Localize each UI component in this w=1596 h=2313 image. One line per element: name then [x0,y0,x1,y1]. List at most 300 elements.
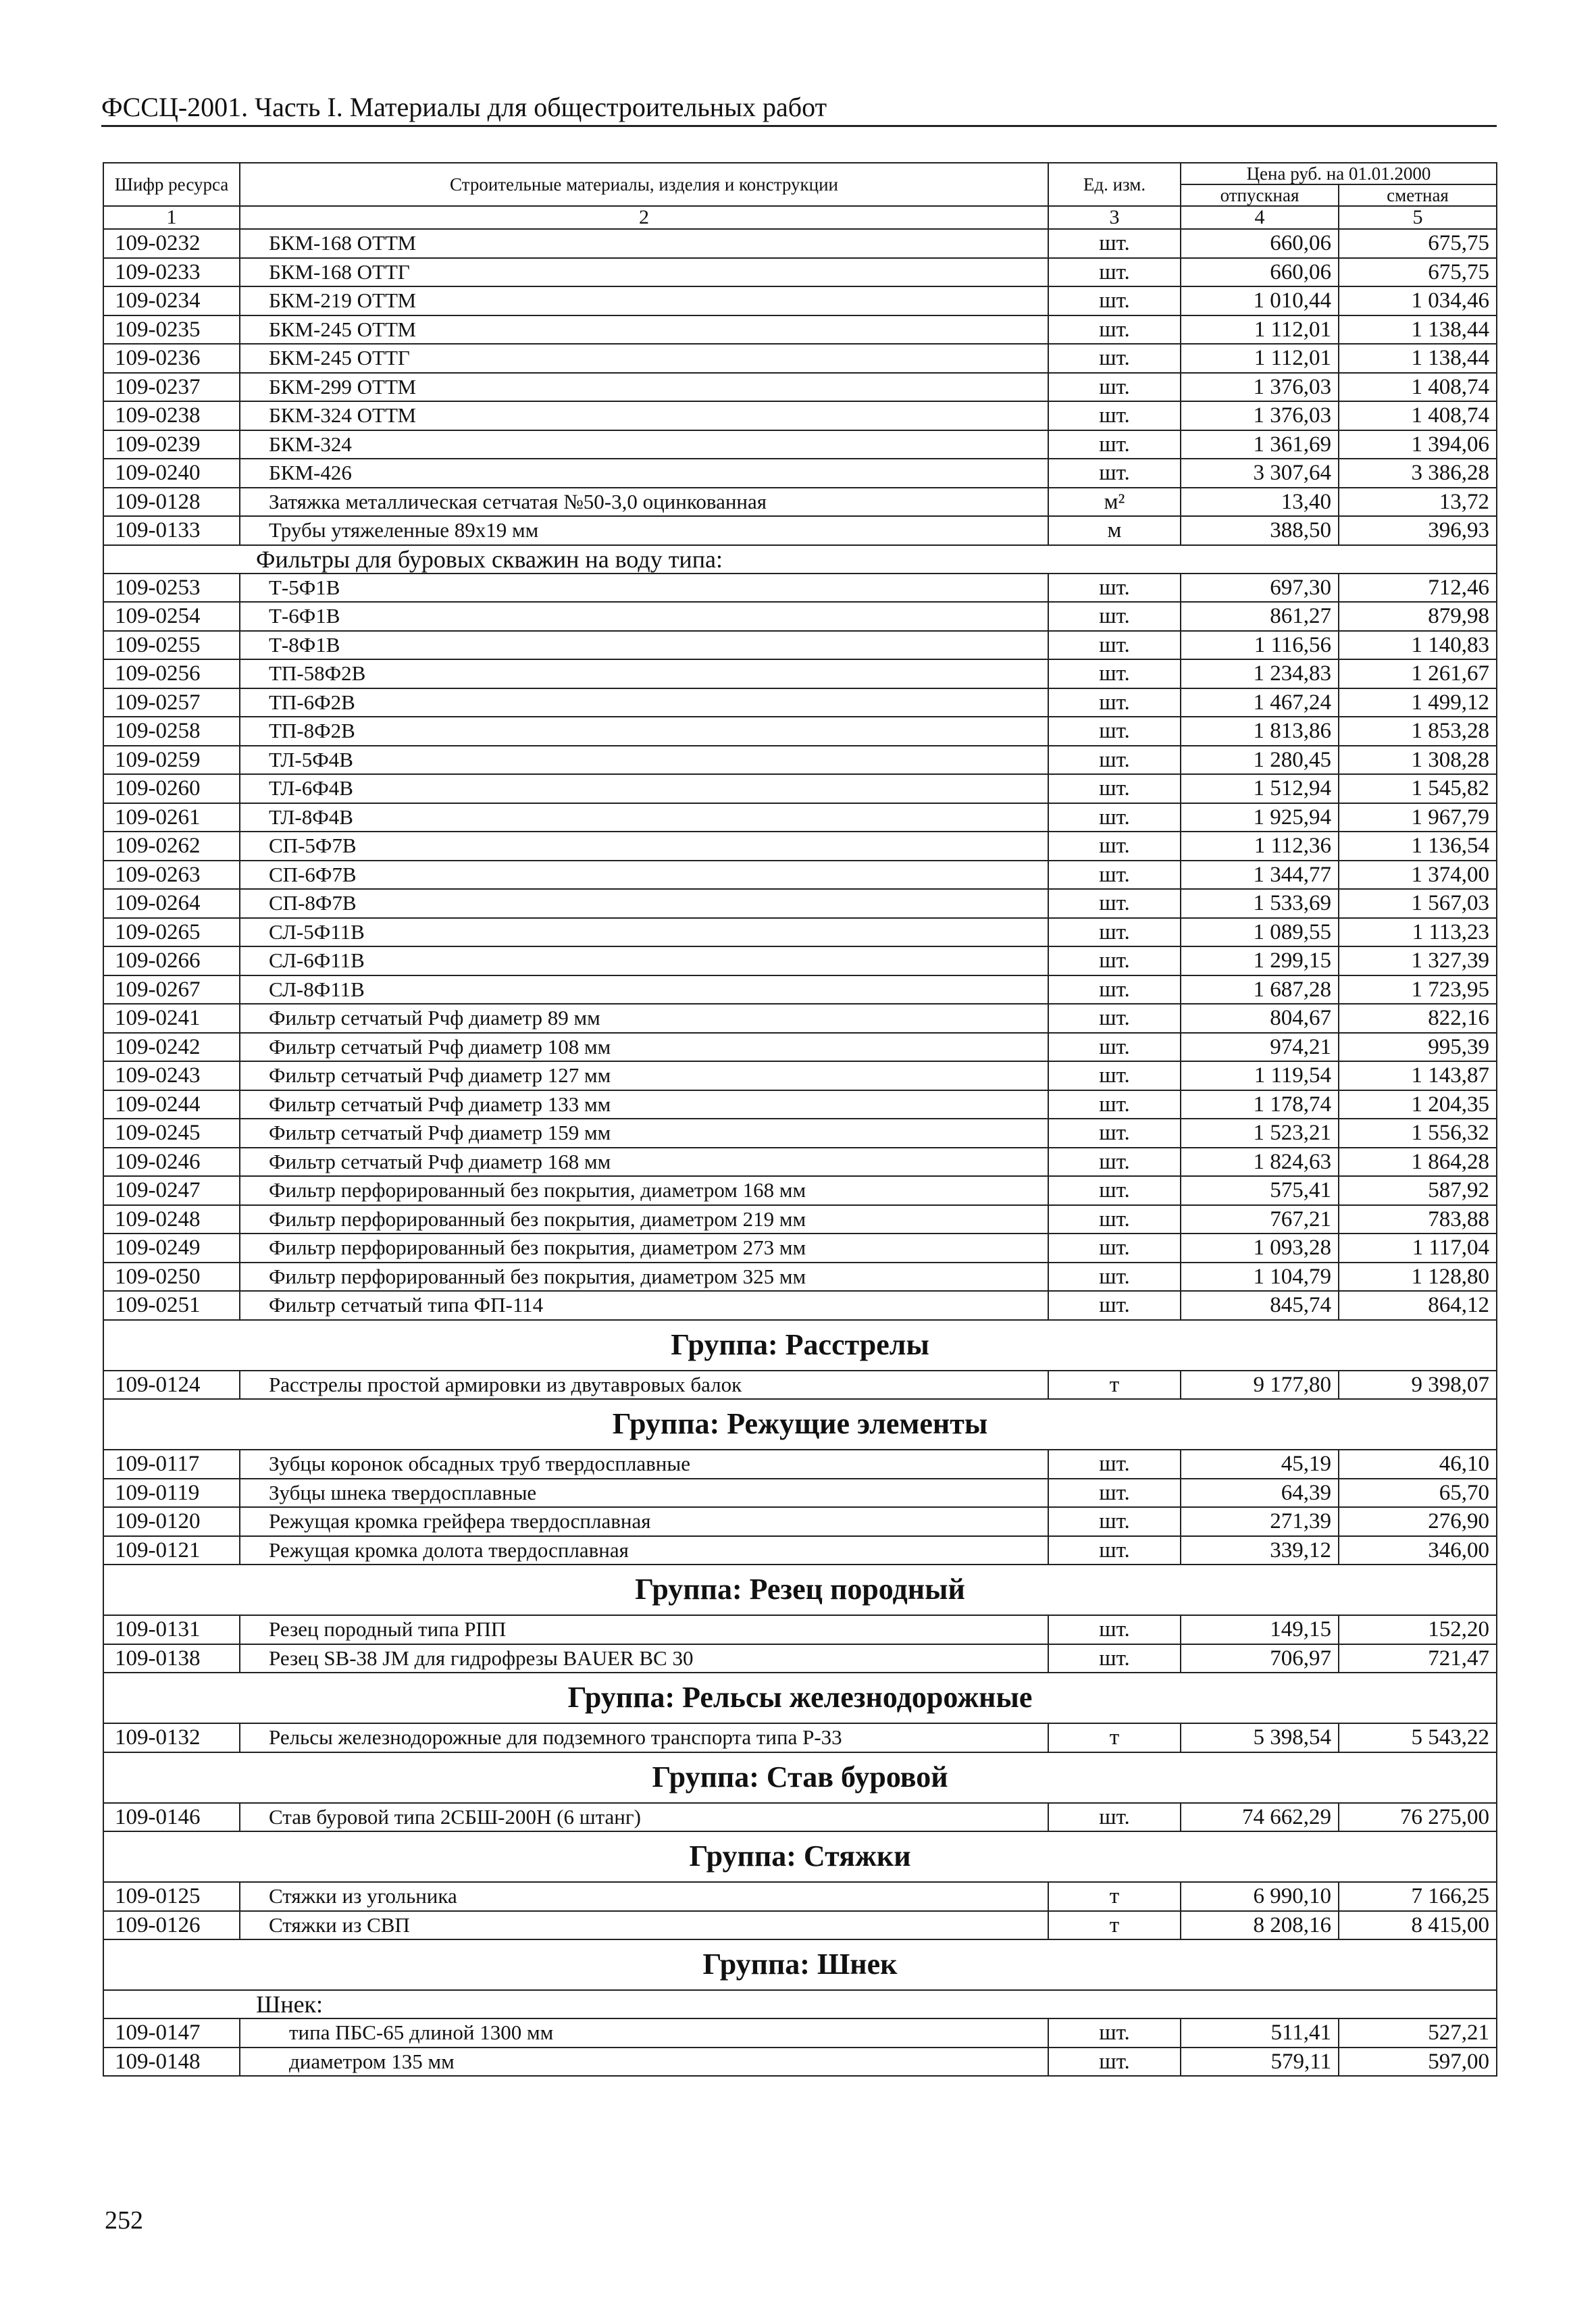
unit-cell: шт. [1048,459,1181,488]
resource-code-cell: 109-0265 [103,918,240,947]
unit-cell: шт. [1048,602,1181,631]
unit-cell: т [1048,1723,1181,1752]
material-name-cell: ТЛ-6Ф4В [240,774,1048,803]
material-name-cell: ТП-6Ф2В [240,688,1048,717]
estimate-price-cell: 1 138,44 [1339,315,1497,345]
release-price-cell: 1 813,86 [1181,717,1339,746]
group-title: Группа: Резец породный [103,1565,1497,1615]
release-price-cell: 1 361,69 [1181,430,1339,459]
group-title: Группа: Шнек [103,1939,1497,1990]
section-title: Шнек: [103,1990,1497,2018]
table-row [103,1119,1497,1148]
estimate-price-cell: 65,70 [1339,1479,1497,1508]
release-price-cell: 64,39 [1181,1479,1339,1508]
unit-cell: шт. [1048,889,1181,918]
estimate-price-cell: 675,75 [1339,258,1497,287]
resource-code-cell: 109-0264 [103,889,240,918]
table-row [103,401,1497,430]
estimate-price-cell: 783,88 [1339,1205,1497,1234]
unit-cell: шт. [1048,1291,1181,1320]
unit-cell: шт. [1048,1644,1181,1673]
estimate-price-cell: 1 723,95 [1339,975,1497,1005]
material-name-cell: СЛ-8Ф11В [240,975,1048,1005]
material-name-cell: ТЛ-8Ф4В [240,803,1048,832]
resource-code-cell: 109-0266 [103,946,240,975]
unit-cell: шт. [1048,832,1181,861]
estimate-price-cell: 1 138,44 [1339,344,1497,373]
group-header-row [103,1399,1497,1450]
table-row [103,488,1497,517]
release-price-cell: 45,19 [1181,1450,1339,1479]
estimate-price-cell: 879,98 [1339,602,1497,631]
table-row [103,602,1497,631]
estimate-price-cell: 396,93 [1339,516,1497,545]
material-name-cell: Зубцы коронок обсадных труб твердосплавные [240,1450,1048,1479]
material-name-cell: Стяжки из угольника [240,1882,1048,1911]
resource-code-cell: 109-0126 [103,1911,240,1940]
material-name-cell: БКМ-168 ОТТГ [240,258,1048,287]
unit-cell: шт. [1048,803,1181,832]
resource-code-cell: 109-0253 [103,574,240,603]
column-number: 3 [1048,206,1181,229]
table-row [103,258,1497,287]
estimate-price-cell: 1 117,04 [1339,1234,1497,1263]
resource-code-cell: 109-0245 [103,1119,240,1148]
release-price-cell: 1 376,03 [1181,401,1339,430]
material-name-cell: БКМ-168 ОТТМ [240,229,1048,258]
resource-code-cell: 109-0147 [103,2018,240,2048]
material-name-cell: СЛ-5Ф11В [240,918,1048,947]
table-row [103,1205,1497,1234]
material-name-cell: БКМ-245 ОТТГ [240,344,1048,373]
release-price-cell: 511,41 [1181,2018,1339,2048]
release-price-cell: 660,06 [1181,229,1339,258]
unit-cell: м [1048,516,1181,545]
release-price-cell: 8 208,16 [1181,1911,1339,1940]
resource-code-cell: 109-0243 [103,1061,240,1090]
header-estimate-price: сметная [1339,184,1497,206]
material-name-cell: ТП-8Ф2В [240,717,1048,746]
estimate-price-cell: 346,00 [1339,1536,1497,1565]
release-price-cell: 1 376,03 [1181,373,1339,402]
table-row [103,430,1497,459]
material-name-cell: Затяжка металлическая сетчатая №50-3,0 оцинкованная [240,488,1048,517]
unit-cell: шт. [1048,1615,1181,1644]
resource-code-cell: 109-0148 [103,2048,240,2077]
unit-cell: шт. [1048,2018,1181,2048]
running-head: ФССЦ-2001. Часть I. Материалы для общестроительных работ [101,91,1497,127]
resource-code-cell: 109-0249 [103,1234,240,1263]
unit-cell: шт. [1048,1090,1181,1119]
release-price-cell: 5 398,54 [1181,1723,1339,1752]
unit-cell: шт. [1048,1176,1181,1205]
resource-code-cell: 109-0267 [103,975,240,1005]
resource-code-cell: 109-0255 [103,631,240,660]
resource-code-cell: 109-0261 [103,803,240,832]
table-row [103,861,1497,890]
table-row [103,918,1497,947]
table-body [103,229,1497,2076]
resource-code-cell: 109-0250 [103,1263,240,1292]
resource-code-cell: 109-0241 [103,1004,240,1033]
table-row [103,516,1497,545]
material-name-cell: Режущая кромка грейфера твердосплавная [240,1507,1048,1536]
unit-cell: шт. [1048,315,1181,345]
table-row [103,1033,1497,1062]
resource-code-cell: 109-0146 [103,1803,240,1832]
unit-cell: шт. [1048,975,1181,1005]
unit-cell: т [1048,1371,1181,1400]
unit-cell: шт. [1048,1479,1181,1508]
material-name-cell: Фильтр сетчатый Рчф диаметр 159 мм [240,1119,1048,1148]
resource-code-cell: 109-0258 [103,717,240,746]
resource-code-cell: 109-0128 [103,488,240,517]
unit-cell: шт. [1048,1450,1181,1479]
estimate-price-cell: 1 556,32 [1339,1119,1497,1148]
unit-cell: шт. [1048,286,1181,315]
table-row [103,1882,1497,1911]
table-row [103,2048,1497,2077]
release-price-cell: 1 467,24 [1181,688,1339,717]
material-name-cell: Трубы утяжеленные 89х19 мм [240,516,1048,545]
material-name-cell: Зубцы шнека твердосплавные [240,1479,1048,1508]
material-name-cell: БКМ-245 ОТТМ [240,315,1048,345]
table-row [103,2018,1497,2048]
material-name-cell: Резец породный типа РПП [240,1615,1048,1644]
resource-code-cell: 109-0235 [103,315,240,345]
table-row [103,1644,1497,1673]
release-price-cell: 579,11 [1181,2048,1339,2077]
table-row [103,574,1497,603]
material-name-cell: Расстрелы простой армировки из двутавровых балок [240,1371,1048,1400]
release-price-cell: 1 533,69 [1181,889,1339,918]
estimate-price-cell: 3 386,28 [1339,459,1497,488]
material-name-cell: Т-5Ф1В [240,574,1048,603]
resource-code-cell: 109-0263 [103,861,240,890]
material-name-cell: Фильтр перфорированный без покрытия, диаметром 219 мм [240,1205,1048,1234]
release-price-cell: 1 093,28 [1181,1234,1339,1263]
release-price-cell: 1 925,94 [1181,803,1339,832]
estimate-price-cell: 1 113,23 [1339,918,1497,947]
material-name-cell: Рельсы железнодорожные для подземного транспорта типа Р-33 [240,1723,1048,1752]
table-row [103,1615,1497,1644]
release-price-cell: 1 687,28 [1181,975,1339,1005]
estimate-price-cell: 7 166,25 [1339,1882,1497,1911]
release-price-cell: 1 299,15 [1181,946,1339,975]
table-row [103,975,1497,1005]
resource-code-cell: 109-0124 [103,1371,240,1400]
unit-cell: шт. [1048,918,1181,947]
group-title: Группа: Став буровой [103,1752,1497,1803]
estimate-price-cell: 1 408,74 [1339,401,1497,430]
group-title: Группа: Расстрелы [103,1320,1497,1371]
group-header-row [103,1752,1497,1803]
estimate-price-cell: 995,39 [1339,1033,1497,1062]
group-title: Группа: Стяжки [103,1831,1497,1882]
table-row [103,229,1497,258]
estimate-price-cell: 597,00 [1339,2048,1497,2077]
group-title: Группа: Рельсы железнодорожные [103,1673,1497,1723]
estimate-price-cell: 1 499,12 [1339,688,1497,717]
page-number: 252 [105,2206,143,2235]
unit-cell: шт. [1048,688,1181,717]
release-price-cell: 1 089,55 [1181,918,1339,947]
estimate-price-cell: 712,46 [1339,574,1497,603]
material-name-cell: Резец SB-38 JM для гидрофрезы BAUER BC 30 [240,1644,1048,1673]
resource-code-cell: 109-0125 [103,1882,240,1911]
table-row [103,631,1497,660]
estimate-price-cell: 1 374,00 [1339,861,1497,890]
release-price-cell: 339,12 [1181,1536,1339,1565]
material-name-cell: СП-5Ф7В [240,832,1048,861]
resource-code-cell: 109-0247 [103,1176,240,1205]
group-title: Группа: Режущие элементы [103,1399,1497,1450]
release-price-cell: 1 178,74 [1181,1090,1339,1119]
table-row [103,1263,1497,1292]
release-price-cell: 1 112,01 [1181,344,1339,373]
resource-code-cell: 109-0251 [103,1291,240,1320]
estimate-price-cell: 864,12 [1339,1291,1497,1320]
resource-code-cell: 109-0234 [103,286,240,315]
release-price-cell: 1 234,83 [1181,659,1339,688]
unit-cell: шт. [1048,401,1181,430]
resource-code-cell: 109-0132 [103,1723,240,1752]
material-name-cell: БКМ-426 [240,459,1048,488]
material-name-cell: СП-8Ф7В [240,889,1048,918]
estimate-price-cell: 5 543,22 [1339,1723,1497,1752]
unit-cell: шт. [1048,344,1181,373]
release-price-cell: 767,21 [1181,1205,1339,1234]
estimate-price-cell: 1 567,03 [1339,889,1497,918]
resource-code-cell: 109-0133 [103,516,240,545]
estimate-price-cell: 46,10 [1339,1450,1497,1479]
table-row [103,1371,1497,1400]
section-title: Фильтры для буровых скважин на воду типа: [103,545,1497,574]
estimate-price-cell: 1 864,28 [1339,1148,1497,1177]
table-row [103,889,1497,918]
release-price-cell: 845,74 [1181,1291,1339,1320]
material-name-cell: ТЛ-5Ф4В [240,746,1048,775]
estimate-price-cell: 152,20 [1339,1615,1497,1644]
release-price-cell: 1 116,56 [1181,631,1339,660]
material-name-cell: БКМ-299 ОТТМ [240,373,1048,402]
release-price-cell: 804,67 [1181,1004,1339,1033]
header-unit: Ед. изм. [1048,163,1181,206]
estimate-price-cell: 721,47 [1339,1644,1497,1673]
resource-code-cell: 109-0237 [103,373,240,402]
material-name-cell: БКМ-219 ОТТМ [240,286,1048,315]
release-price-cell: 1 824,63 [1181,1148,1339,1177]
header-price: Цена руб. на 01.01.2000 [1181,163,1497,184]
estimate-price-cell: 1 853,28 [1339,717,1497,746]
unit-cell: шт. [1048,2048,1181,2077]
table-row [103,946,1497,975]
estimate-price-cell: 1 394,06 [1339,430,1497,459]
unit-cell: шт. [1048,1148,1181,1177]
material-name-cell: Фильтр перфорированный без покрытия, диаметром 273 мм [240,1234,1048,1263]
estimate-price-cell: 1 545,82 [1339,774,1497,803]
material-name-cell: ТП-58Ф2В [240,659,1048,688]
release-price-cell: 74 662,29 [1181,1803,1339,1832]
table-row [103,1507,1497,1536]
table-row [103,373,1497,402]
unit-cell: шт. [1048,717,1181,746]
material-name-cell: Фильтр сетчатый Рчф диаметр 89 мм [240,1004,1048,1033]
table-row [103,1911,1497,1940]
unit-cell: шт. [1048,1234,1181,1263]
estimate-price-cell: 76 275,00 [1339,1803,1497,1832]
table-row [103,1479,1497,1508]
unit-cell: шт. [1048,861,1181,890]
estimate-price-cell: 276,90 [1339,1507,1497,1536]
resource-code-cell: 109-0256 [103,659,240,688]
table-row [103,286,1497,315]
release-price-cell: 575,41 [1181,1176,1339,1205]
table-row [103,1061,1497,1090]
resource-code-cell: 109-0238 [103,401,240,430]
release-price-cell: 1 112,36 [1181,832,1339,861]
estimate-price-cell: 587,92 [1339,1176,1497,1205]
section-header-row [103,545,1497,574]
estimate-price-cell: 1 204,35 [1339,1090,1497,1119]
release-price-cell: 706,97 [1181,1644,1339,1673]
table-row [103,803,1497,832]
table-row [103,459,1497,488]
unit-cell: шт. [1048,946,1181,975]
material-name-cell: Режущая кромка долота твердосплавная [240,1536,1048,1565]
resource-code-cell: 109-0117 [103,1450,240,1479]
material-name-cell: БКМ-324 ОТТМ [240,401,1048,430]
release-price-cell: 1 010,44 [1181,286,1339,315]
unit-cell: шт. [1048,1263,1181,1292]
estimate-price-cell: 8 415,00 [1339,1911,1497,1940]
estimate-price-cell: 822,16 [1339,1004,1497,1033]
material-name-cell: диаметром 135 мм [240,2048,1048,2077]
estimate-price-cell: 1 136,54 [1339,832,1497,861]
unit-cell: шт. [1048,631,1181,660]
material-name-cell: Фильтр сетчатый Рчф диаметр 133 мм [240,1090,1048,1119]
unit-cell: шт. [1048,774,1181,803]
unit-cell: шт. [1048,258,1181,287]
resource-code-cell: 109-0260 [103,774,240,803]
unit-cell: шт. [1048,373,1181,402]
column-number: 5 [1339,206,1497,229]
table-row [103,1090,1497,1119]
resource-code-cell: 109-0120 [103,1507,240,1536]
material-name-cell: Став буровой типа 2СБШ-200Н (6 штанг) [240,1803,1048,1832]
table-row [103,832,1497,861]
estimate-price-cell: 1 327,39 [1339,946,1497,975]
price-table [103,162,1497,2077]
table-row [103,717,1497,746]
resource-code-cell: 109-0259 [103,746,240,775]
table-row [103,1148,1497,1177]
release-price-cell: 9 177,80 [1181,1371,1339,1400]
unit-cell: шт. [1048,1061,1181,1090]
release-price-cell: 1 344,77 [1181,861,1339,890]
table-row [103,746,1497,775]
estimate-price-cell: 527,21 [1339,2018,1497,2048]
resource-code-cell: 109-0119 [103,1479,240,1508]
resource-code-cell: 109-0257 [103,688,240,717]
header-release-price: отпускная [1181,184,1339,206]
resource-code-cell: 109-0232 [103,229,240,258]
estimate-price-cell: 1 261,67 [1339,659,1497,688]
unit-cell: шт. [1048,659,1181,688]
header-code: Шифр ресурса [103,163,240,206]
material-name-cell: Фильтр сетчатый Рчф диаметр 108 мм [240,1033,1048,1062]
resource-code-cell: 109-0240 [103,459,240,488]
table-row [103,688,1497,717]
estimate-price-cell: 1 140,83 [1339,631,1497,660]
group-header-row [103,1673,1497,1723]
resource-code-cell: 109-0233 [103,258,240,287]
material-name-cell: Стяжки из СВП [240,1911,1048,1940]
material-name-cell: Фильтр перфорированный без покрытия, диаметром 168 мм [240,1176,1048,1205]
release-price-cell: 1 112,01 [1181,315,1339,345]
release-price-cell: 1 512,94 [1181,774,1339,803]
estimate-price-cell: 1 034,46 [1339,286,1497,315]
unit-cell: шт. [1048,1507,1181,1536]
release-price-cell: 974,21 [1181,1033,1339,1062]
column-number: 4 [1181,206,1339,229]
unit-cell: шт. [1048,574,1181,603]
material-name-cell: СП-6Ф7В [240,861,1048,890]
table-row [103,315,1497,345]
resource-code-cell: 109-0121 [103,1536,240,1565]
estimate-price-cell: 675,75 [1339,229,1497,258]
unit-cell: т [1048,1882,1181,1911]
resource-code-cell: 109-0262 [103,832,240,861]
estimate-price-cell: 1 408,74 [1339,373,1497,402]
section-header-row [103,1990,1497,2018]
release-price-cell: 1 280,45 [1181,746,1339,775]
table-row [103,344,1497,373]
unit-cell: шт. [1048,746,1181,775]
release-price-cell: 149,15 [1181,1615,1339,1644]
resource-code-cell: 109-0242 [103,1033,240,1062]
resource-code-cell: 109-0236 [103,344,240,373]
material-name-cell: Фильтр перфорированный без покрытия, диаметром 325 мм [240,1263,1048,1292]
resource-code-cell: 109-0138 [103,1644,240,1673]
release-price-cell: 697,30 [1181,574,1339,603]
release-price-cell: 861,27 [1181,602,1339,631]
column-number: 2 [240,206,1048,229]
release-price-cell: 1 523,21 [1181,1119,1339,1148]
material-name-cell: Т-6Ф1В [240,602,1048,631]
table-row [103,1176,1497,1205]
unit-cell: шт. [1048,1119,1181,1148]
group-header-row [103,1565,1497,1615]
release-price-cell: 6 990,10 [1181,1882,1339,1911]
unit-cell: т [1048,1911,1181,1940]
resource-code-cell: 109-0254 [103,602,240,631]
table-row [103,1723,1497,1752]
material-name-cell: типа ПБС-65 длиной 1300 мм [240,2018,1048,2048]
table-row [103,1803,1497,1832]
column-number: 1 [103,206,240,229]
material-name-cell: Фильтр сетчатый Рчф диаметр 127 мм [240,1061,1048,1090]
estimate-price-cell: 13,72 [1339,488,1497,517]
material-name-cell: Фильтр сетчатый типа ФП-114 [240,1291,1048,1320]
material-name-cell: Т-8Ф1В [240,631,1048,660]
estimate-price-cell: 1 308,28 [1339,746,1497,775]
estimate-price-cell: 1 128,80 [1339,1263,1497,1292]
resource-code-cell: 109-0246 [103,1148,240,1177]
table-row [103,774,1497,803]
release-price-cell: 1 104,79 [1181,1263,1339,1292]
material-name-cell: СЛ-6Ф11В [240,946,1048,975]
